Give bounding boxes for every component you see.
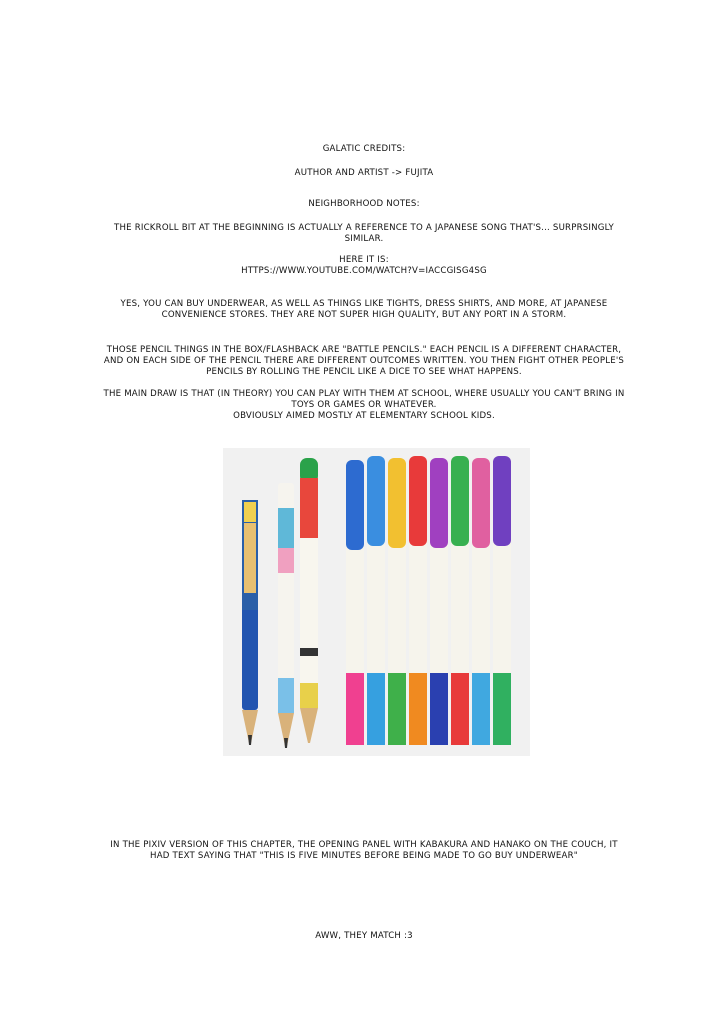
underwear-note: YES, YOU CAN BUY UNDERWEAR, AS WELL AS THINGS LIKE TIGHTS, DRESS SHIRTS, AND MORE, AT JAPANESE CONVENIENCE STORES. THEY ARE NOT SUPER HIGH QUALITY, BUT ANY PORT IN A STORM. [120,299,608,320]
credits-heading: GALATIC CREDITS: [322,144,406,154]
pixiv-note: IN THE PIXIV VERSION OF THIS CHAPTER, THE OPENING PANEL WITH KABAKURA AND HANAKO ON THE COUCH, IT HAD TEXT SAYING THAT "THIS IS FIVE MINUTES BEFORE BEING MADE TO GO BUY UNDERWEAR" [110,840,618,861]
elementary-note: OBVIOUSLY AIMED MOSTLY AT ELEMENTARY SCHOOL KIDS. [233,411,495,421]
here-it-is-label: HERE IT IS: [339,255,389,265]
green-cap-pencil [300,458,318,743]
battle-pencil-set [346,456,511,745]
blue-pencil [242,500,258,745]
battle-pencils-note: THOSE PENCIL THINGS IN THE BOX/FLASHBACK ARE "BATTLE PENCILS." EACH PENCIL IS A DIFFERENT CHARACTER, AND ON EACH SIDE OF THE PENCIL THERE ARE DIFFERENT OUTCOMES WRITTEN. YOU THEN FIGHT OTHER PEOPLE'S PENCILS BY ROLLING THE PENCIL LIKE A DICE TO SEE WHAT HAPPENS. [103,345,625,377]
youtube-link[interactable]: HTTPS://WWW.YOUTUBE.COM/WATCH?V=IACCGISG4SG [241,266,487,276]
credits-author-line: AUTHOR AND ARTIST -> FUJITA [294,168,434,178]
battle-pencils-photo [223,448,530,756]
school-play-note: THE MAIN DRAW IS THAT (IN THEORY) YOU CAN PLAY WITH THEM AT SCHOOL, WHERE USUALLY YOU CAN'T BRING IN TOYS OR GAMES OR WHATEVER. [103,389,625,410]
white-pencil [278,483,294,748]
pencils-illustration [223,448,530,756]
match-note: AWW, THEY MATCH :3 [315,931,413,941]
rickroll-note: THE RICKROLL BIT AT THE BEGINNING IS ACTUALLY A REFERENCE TO A JAPANESE SONG THAT'S... SURPRSINGLY SIMILAR. [114,223,614,244]
notes-heading: NEIGHBORHOOD NOTES: [308,199,420,209]
